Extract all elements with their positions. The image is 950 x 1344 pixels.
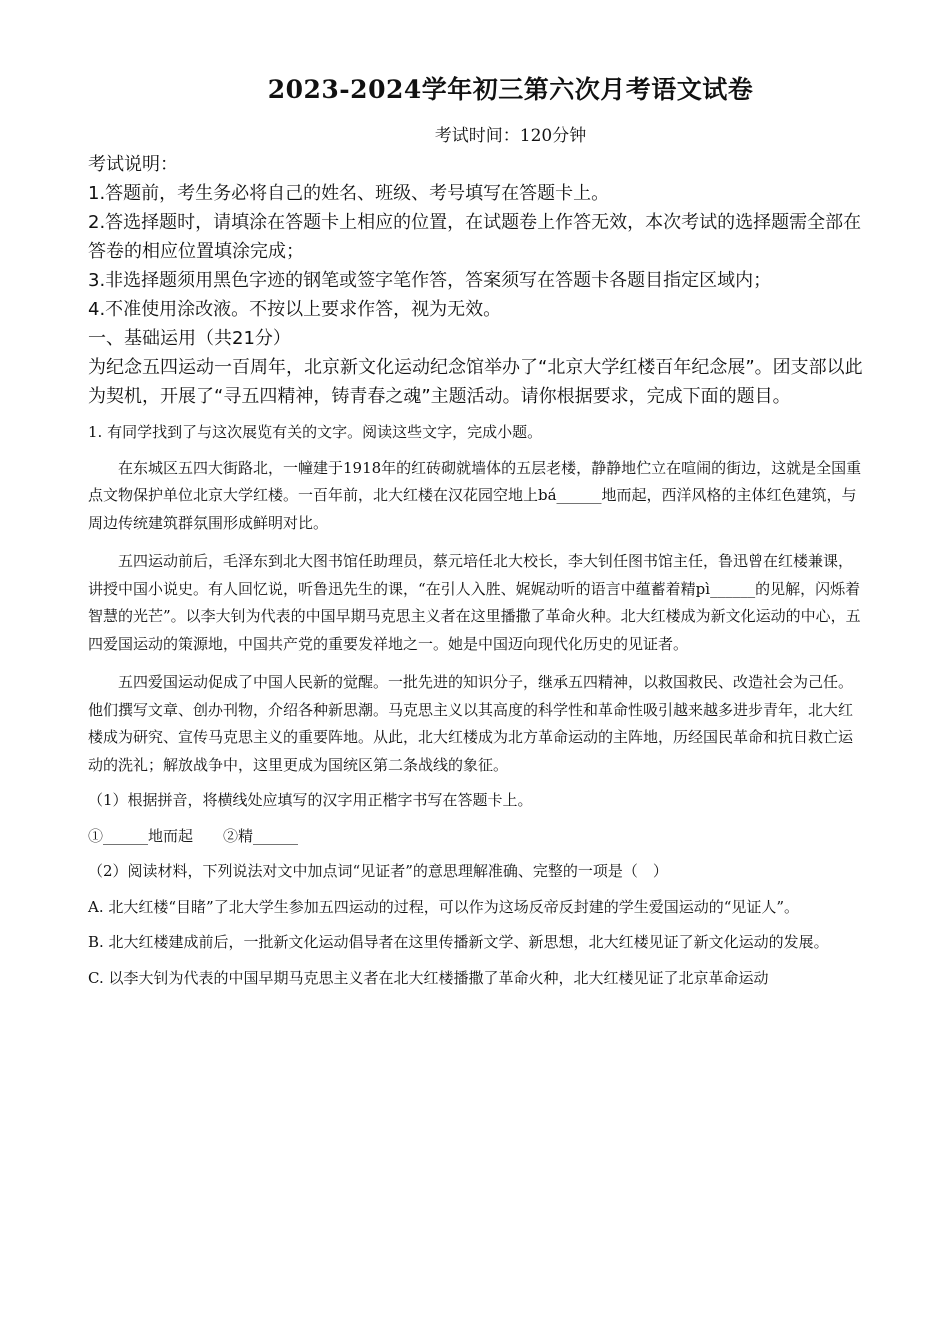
exam-page bbox=[88, 70, 863, 992]
option-a: A. 北大红楼“目睹”了北大学生参加五四运动的过程，可以作为这场反帝反封建的学生爱国运动的“见证人”。 bbox=[88, 897, 800, 916]
instruction-item-4: 4.不准使用涂改液。不按以上要求作答，视为无效。 bbox=[88, 299, 502, 320]
exam-duration: 考试时间：120分钟 bbox=[434, 126, 587, 146]
instruction-item-1: 1.答题前，考生务必将自己的姓名、班级、考号填写在答题卡上。 bbox=[88, 183, 610, 204]
instructions-heading: 考试说明： bbox=[88, 154, 178, 175]
reading-paragraph-2: 五四运动前后，毛泽东到北大图书馆任助理员，蔡元培任北大校长，李大钊任图书馆主任，鲁迅曾在红楼兼课，讲授中国小说史。有人回忆说，听鲁迅先生的课，“在引人入胜、娓娓动听的语言中蕴蓄着精pì______的见解，闪烁着智慧的光芒”。以李大钊为代表的中国早期马克思主义者在这里播撒了革命火种。北大红楼成为新文化运动的中心，五四爱国运动的策源地，中国共产党的重要发祥地之一。她是中国迈向现代化历史的见证者。 bbox=[88, 552, 861, 653]
instructions-block bbox=[88, 150, 863, 411]
question-stem: 1. 有同学找到了与这次展览有关的文字。阅读这些文字，完成小题。 bbox=[88, 423, 543, 441]
question-1 bbox=[88, 419, 863, 992]
subquestion-2-prompt: （2）阅读材料，下列说法对文中加点词“见证者”的意思理解准确、完整的一项是（ ） bbox=[88, 862, 668, 880]
option-b: B. 北大红楼建成前后，一批新文化运动倡导者在这里传播新文学、新思想，北大红楼见证了新文化运动的发展。 bbox=[88, 933, 829, 951]
instruction-item-2: 2.答选择题时，请填涂在答题卡上相应的位置，在试题卷上作答无效，本次考试的选择题需全部在答卷的相应位置填涂完成； bbox=[88, 212, 862, 262]
option-c: C. 以李大钊为代表的中国早期马克思主义者在北大红楼播撒了革命火种，北大红楼见证了北京革命运动 bbox=[88, 968, 769, 987]
reading-paragraph-3: 五四爱国运动促成了中国人民新的觉醒。一批先进的知识分子，继承五四精神，以救国救民、改造社会为己任。他们撰写文章、创办刊物，介绍各种新思潮。马克思主义以其高度的科学性和革命性吸引越来越多进步青年，北大红楼成为研究、宣传马克思主义的重要阵地。从此，北大红楼成为北方革命运动的主阵地，历经国民革命和抗日救亡运动的洗礼；解放战争中，这里更成为国统区第二条战线的象征。 bbox=[88, 673, 854, 774]
subquestion-1-prompt: （1）根据拼音，将横线处应填写的汉字用正楷字书写在答题卡上。 bbox=[88, 791, 533, 809]
exam-title: 2023-2024学年初三第六次月考语文试卷 bbox=[267, 75, 754, 104]
instruction-item-3: 3.非选择题须用黑色字迹的钢笔或签字笔作答，答案须写在答题卡各题目指定区域内； bbox=[88, 270, 772, 291]
subquestion-1-blanks: ①______地而起 ②精______ bbox=[88, 826, 299, 845]
section-heading: 一、基础运用（共21分） bbox=[88, 328, 291, 349]
reading-paragraph-1: 在东城区五四大街路北，一幢建于1918年的红砖砌就墙体的五层老楼，静静地伫立在喧闹的街边，这就是全国重点文物保护单位北京大学红楼。一百年前，北大红楼在汉花园空地上bá______地而起，西洋风格的主体红色建筑，与周边传统建筑群氛围形成鲜明对比。 bbox=[88, 458, 862, 532]
section-intro: 为纪念五四运动一百周年，北京新文化运动纪念馆举办了“北京大学红楼百年纪念展”。团支部以此为契机，开展了“寻五四精神，铸青春之魂”主题活动。请你根据要求，完成下面的题目。 bbox=[88, 357, 863, 407]
